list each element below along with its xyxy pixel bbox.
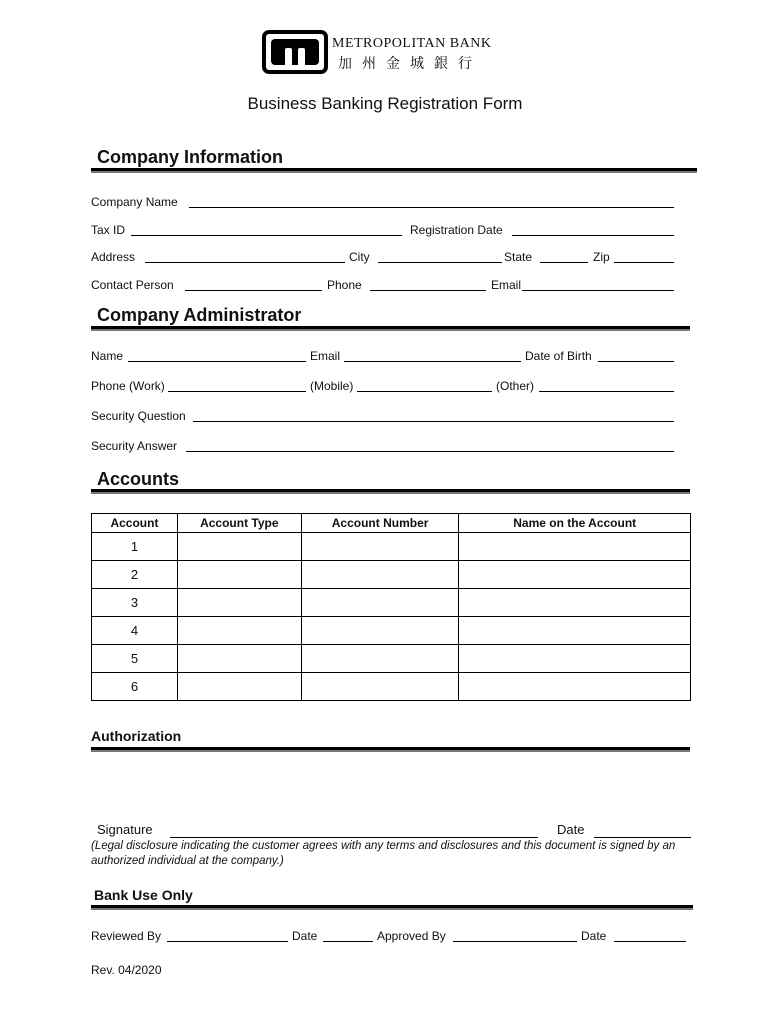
account-name-cell[interactable] xyxy=(459,561,691,589)
column-header-name-on-account: Name on the Account xyxy=(459,514,691,533)
review-date-field[interactable] xyxy=(323,941,373,942)
account-number-input-cell[interactable] xyxy=(301,533,459,561)
review-date-label: Date xyxy=(292,929,318,943)
approved-by-label: Approved By xyxy=(377,929,446,943)
registration-date-label: Registration Date xyxy=(410,223,503,237)
column-header-account-type: Account Type xyxy=(177,514,301,533)
accounts-table xyxy=(91,513,691,701)
bank-logo-icon xyxy=(262,30,328,74)
section-divider xyxy=(91,326,690,331)
section-title-company-administrator: Company Administrator xyxy=(97,305,302,325)
signature-label: Signature xyxy=(97,822,153,837)
company-name-label: Company Name xyxy=(91,195,178,209)
tax-id-label: Tax ID xyxy=(91,223,126,237)
legal-disclosure-text: (Legal disclosure indicating the customer agrees with any terms and disclosures and this document is signed by an authorized individual at the company.) xyxy=(91,840,676,867)
section-divider xyxy=(91,168,697,173)
account-type-cell[interactable] xyxy=(177,617,301,645)
zip-field[interactable] xyxy=(614,262,674,263)
account-name-cell[interactable] xyxy=(459,673,691,701)
registration-date-field[interactable] xyxy=(512,235,674,236)
address-field[interactable] xyxy=(145,262,345,263)
account-number-cell: 5 xyxy=(92,645,178,673)
reviewed-by-label: Reviewed By xyxy=(91,929,162,943)
section-title-company-information: Company Information xyxy=(97,147,284,167)
zip-label: Zip xyxy=(593,250,610,264)
account-name-cell[interactable] xyxy=(459,533,691,561)
column-header-account-number: Account Number xyxy=(301,514,459,533)
security-question-label: Security Question xyxy=(91,409,186,423)
table-header-row xyxy=(92,514,691,533)
contact-person-label: Contact Person xyxy=(91,278,174,292)
security-answer-label: Security Answer xyxy=(91,439,178,453)
signature-date-label: Date xyxy=(557,822,585,837)
phone-mobile-label: (Mobile) xyxy=(310,379,354,393)
account-type-cell[interactable] xyxy=(177,533,301,561)
email-field[interactable] xyxy=(522,290,674,291)
phone-field[interactable] xyxy=(370,290,486,291)
account-type-cell[interactable] xyxy=(177,673,301,701)
phone-mobile-field[interactable] xyxy=(357,391,492,392)
table-row xyxy=(92,645,691,673)
account-type-cell[interactable] xyxy=(177,589,301,617)
security-answer-field[interactable] xyxy=(186,451,674,452)
city-field[interactable] xyxy=(378,262,502,263)
account-number-cell: 4 xyxy=(92,617,178,645)
signature-date-field[interactable] xyxy=(594,837,691,838)
approved-by-field[interactable] xyxy=(453,941,577,942)
form-title: Business Banking Registration Form xyxy=(247,94,523,113)
table-row xyxy=(92,533,691,561)
section-title-authorization: Authorization xyxy=(91,728,182,744)
approval-date-field[interactable] xyxy=(614,941,686,942)
admin-email-label: Email xyxy=(310,349,341,363)
signature-field[interactable] xyxy=(170,837,538,838)
email-label: Email xyxy=(491,278,522,292)
date-of-birth-label: Date of Birth xyxy=(525,349,592,363)
admin-name-field[interactable] xyxy=(128,361,306,362)
admin-name-label: Name xyxy=(91,349,124,363)
account-number-input-cell[interactable] xyxy=(301,589,459,617)
column-header-account: Account xyxy=(92,514,178,533)
table-row xyxy=(92,589,691,617)
section-divider xyxy=(91,747,690,752)
account-name-cell[interactable] xyxy=(459,617,691,645)
table-row xyxy=(92,673,691,701)
account-number-input-cell[interactable] xyxy=(301,617,459,645)
account-number-cell: 3 xyxy=(92,589,178,617)
contact-person-field[interactable] xyxy=(185,290,322,291)
city-label: City xyxy=(349,250,370,264)
account-number-input-cell[interactable] xyxy=(301,673,459,701)
account-type-cell[interactable] xyxy=(177,645,301,673)
account-number-cell: 2 xyxy=(92,561,178,589)
admin-email-field[interactable] xyxy=(344,361,521,362)
date-of-birth-field[interactable] xyxy=(598,361,674,362)
phone-other-label: (Other) xyxy=(496,379,535,393)
tax-id-field[interactable] xyxy=(131,235,402,236)
approval-date-label: Date xyxy=(581,929,607,943)
account-number-cell: 1 xyxy=(92,533,178,561)
phone-other-field[interactable] xyxy=(539,391,674,392)
account-number-input-cell[interactable] xyxy=(301,645,459,673)
phone-work-label: Phone (Work) xyxy=(91,379,165,393)
address-label: Address xyxy=(91,250,136,264)
phone-label: Phone xyxy=(327,278,362,292)
account-name-cell[interactable] xyxy=(459,589,691,617)
section-title-accounts: Accounts xyxy=(97,469,180,489)
table-row xyxy=(92,561,691,589)
table-row xyxy=(92,617,691,645)
reviewed-by-field[interactable] xyxy=(167,941,288,942)
section-divider xyxy=(91,489,690,494)
bank-name-chinese: 加州金城銀行 xyxy=(338,56,482,72)
account-name-cell[interactable] xyxy=(459,645,691,673)
phone-work-field[interactable] xyxy=(168,391,306,392)
section-title-bank-use-only: Bank Use Only xyxy=(94,887,193,903)
revision-text: Rev. 04/2020 xyxy=(91,963,162,977)
account-type-cell[interactable] xyxy=(177,561,301,589)
security-question-field[interactable] xyxy=(193,421,674,422)
account-number-input-cell[interactable] xyxy=(301,561,459,589)
state-label: State xyxy=(504,250,533,264)
account-number-cell: 6 xyxy=(92,673,178,701)
company-name-field[interactable] xyxy=(189,207,674,208)
bank-name-english: METROPOLITAN BANK xyxy=(332,36,492,51)
section-divider xyxy=(91,905,693,910)
state-field[interactable] xyxy=(540,262,588,263)
